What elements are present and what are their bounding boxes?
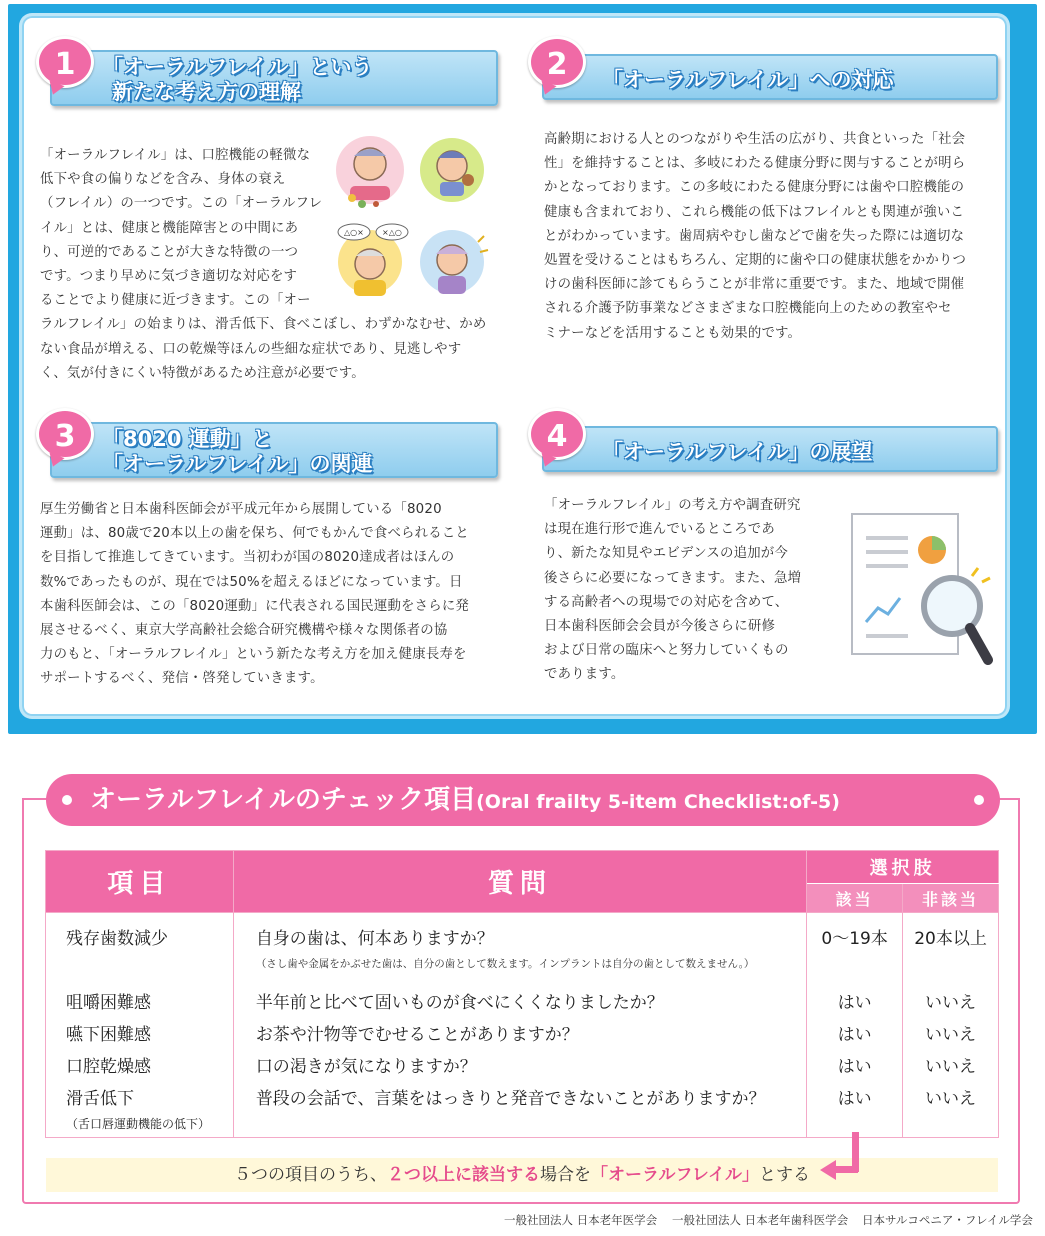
not-applies-column (903, 913, 999, 1138)
section-3-number: 3 (36, 408, 94, 460)
section-3 (36, 410, 506, 710)
applies-value: はい (837, 1025, 872, 1045)
summary-highlight-2: 「オーラルフレイル」 (591, 1165, 759, 1185)
section-4-title-line1: 「オーラルフレイル」の展望 (602, 440, 873, 464)
top-panel (22, 16, 1007, 716)
bullet-dot-icon (974, 795, 984, 805)
section-1-line: く、気が付きにくい特徴があるため注意が必要です。 (40, 365, 365, 381)
header-question: 質問 (233, 851, 806, 913)
question-text: 普段の会話で、言葉をはっきりと発音できないことがありますか？ (255, 1089, 766, 1109)
speech-bubble-1: △○× (344, 228, 364, 237)
section-1-line: です。つまり早めに気づき適切な対応をす (40, 269, 298, 285)
elderly-faces-icon (332, 134, 492, 314)
checklist-title (90, 774, 840, 826)
section-2-title-line1: 「オーラルフレイル」への対応 (602, 68, 894, 92)
section-1-header (36, 38, 498, 104)
header-item: 項目 (46, 851, 234, 913)
section-4-line: であります。 (544, 667, 625, 683)
question-note: （さし歯や金属をかぶせた歯は、自分の歯として数えます。インプラントは自分の歯として数えません。） (255, 958, 755, 970)
section-4-line: 後さらに必要になってきます。また、急増 (544, 570, 802, 586)
section-4-line: は現在進行形で進んでいるところであ (544, 522, 775, 538)
section-1-line: り、可逆的であることが大きな特徴の一つ (40, 244, 299, 260)
question-text: 半年前と比べて固いものが食べにくくなりましたか？ (255, 993, 664, 1013)
section-4-body (544, 494, 834, 688)
bullet-dot-icon (62, 795, 72, 805)
section-2-line: 性」を維持することは、多岐にわたる健康分野に関与することが明ら (544, 156, 966, 172)
spacer (66, 955, 233, 987)
spacer (903, 955, 998, 987)
checklist-table (45, 850, 999, 1138)
footer-org-2: 一般社団法人 日本老年歯科医学会 (672, 1213, 849, 1227)
elderly-illustrations (332, 134, 492, 314)
section-1-line: ない食品が増える、口の乾燥等ほんの些細な症状であり、見逃しやす (40, 341, 462, 357)
question-text: 口の渇きが気になりますか？ (255, 1057, 477, 1077)
section-3-line: 厚生労働省と日本歯科医師会が平成元年から展開している「8020 (40, 502, 442, 517)
section-2-line: 高齢期における人とのつながりや生活の広がり、共食といった「社会 (544, 132, 966, 147)
footer-org-1: 一般社団法人 日本老年医学会 (504, 1213, 658, 1227)
summary-mid: 場合を (540, 1165, 592, 1185)
section-4-line: り、新たな知見やエビデンスの追加が今 (544, 546, 788, 562)
section-2-header (528, 38, 992, 94)
section-2-line: 処置を受けることはもちろん、定期的に歯や口の健康状態をかかりつ (544, 253, 967, 269)
section-1-title-line1: 「オーラルフレイル」という (102, 55, 373, 79)
footer-org-3: 日本サルコペニア・フレイル学会 (862, 1213, 1033, 1227)
section-3-line: を目指して推進してきています。当初わが国の8020達成者はほんの (40, 550, 455, 566)
applies-value: はい (837, 1057, 872, 1077)
section-1-title-line2: 新たな考え方の理解 (112, 80, 301, 104)
checklist-title-sub: (Oral frailty 5-item Checklist:of-5) (476, 791, 840, 813)
section-4-line: 日本歯科医師会会員が今後さらに研修 (544, 619, 776, 635)
section-1-line: （フレイル）の一つです。この「オーラルフレ (40, 196, 323, 212)
not-applies-value: いいえ (925, 1057, 977, 1077)
section-2-line: かとなっております。この多岐にわたる健康分野には歯や口腔機能の (544, 180, 965, 196)
spacer (256, 977, 806, 987)
question-column (233, 913, 806, 1138)
arrow-head-icon (820, 1160, 836, 1180)
item-label: 咀嚼困難感 (66, 993, 151, 1013)
applies-value: はい (837, 1089, 872, 1109)
section-3-title-line1: 「8020 運動」と (102, 427, 273, 451)
applies-column (807, 913, 903, 1138)
section-3-line: 展させるべく、東京大学高齢社会総合研究機構や様々な関係者の協 (40, 623, 448, 639)
document-magnifier-illustration (848, 510, 998, 680)
not-applies-value: いいえ (925, 1089, 977, 1109)
table-header-row (46, 851, 999, 884)
checklist-title-main: オーラルフレイルのチェック項目 (90, 785, 477, 815)
item-label: 嚥下困難感 (66, 1025, 151, 1045)
section-3-line: 数%であったものが、現在では50%を超えるほどになっています。日 (40, 574, 463, 590)
item-label: 滑舌低下 (66, 1089, 134, 1109)
speech-bubble-2: ×△○ (382, 228, 402, 237)
table-row (46, 913, 999, 1138)
section-2-line: ミナーなどを活用することも効果的です。 (544, 325, 802, 341)
question-text: お茶や汁物等でむせることがありますか？ (255, 1025, 579, 1045)
section-3-line: 運動」は、80歳で20本以上の歯を保ち、何でもかんで食べられること (40, 526, 470, 542)
header-not-applies: 非該当 (903, 884, 999, 913)
question-text: 自身の歯は、何本ありますか？ (255, 929, 494, 949)
arrow-icon (836, 1166, 858, 1173)
section-1-line: ラルフレイル」の始まりは、滑舌低下、食べこぼし、わずかなむせ、かめ (40, 317, 487, 333)
summary-pre: ５つの項目のうち、 (234, 1165, 388, 1185)
section-1-number: 1 (36, 36, 94, 88)
applies-value: はい (837, 993, 872, 1013)
document-magnifier-icon (848, 510, 998, 680)
section-2-line: けの歯科医師に診てもらうことが非常に重要です。また、地域で開催 (544, 277, 965, 293)
section-3-line: 本歯科医師会は、この「8020運動」に代表される国民運動をさらに発 (40, 598, 470, 614)
section-3-line: 力のもと、「オーラルフレイル」という新たな考え方を加え健康長寿を (40, 647, 467, 663)
section-2-line: される介護予防事業などさまざまな口腔機能向上のための教室やセ (544, 301, 952, 317)
item-label: 口腔乾燥感 (66, 1057, 151, 1077)
section-2-body (544, 128, 1004, 346)
section-1-line: イル」とは、健康と機能障害との中間にあ (40, 220, 299, 236)
header-applies: 該当 (807, 884, 903, 913)
section-1-line: ることでより健康に近づきます。この「オー (40, 293, 311, 309)
section-4-line: 「オーラルフレイル」の考え方や調査研究 (544, 498, 801, 513)
section-2-line: とがわかっています。歯周病やむし歯などで歯を失った際には適切な (544, 228, 965, 244)
summary-post: とする (758, 1165, 810, 1185)
item-column (46, 913, 234, 1138)
summary-highlight-1: ２つ以上に該当する (387, 1165, 541, 1185)
section-4-line: する高齢者への現場での対応を含めて、 (544, 594, 789, 610)
section-1-line: 「オーラルフレイル」は、口腔機能の軽微な (40, 148, 311, 163)
not-applies-value: 20本以上 (914, 929, 987, 949)
section-3-title-line2: 「オーラルフレイル」の関連 (102, 452, 373, 476)
item-label: 残存歯数減少 (66, 929, 168, 949)
section-3-header (36, 410, 498, 476)
section-4-line: および日常の臨床へと努力していくもの (544, 643, 789, 659)
applies-value: 0〜19本 (821, 929, 888, 949)
item-note: （舌口唇運動機能の低下） (66, 1117, 211, 1131)
section-2-number: 2 (528, 36, 586, 88)
section-4-header (528, 410, 992, 466)
not-applies-value: いいえ (925, 1025, 977, 1045)
section-3-body (40, 498, 512, 692)
section-4 (528, 410, 998, 710)
section-3-line: サポートするべく、発信・啓発していきます。 (40, 671, 324, 687)
section-2 (528, 38, 998, 378)
section-1-line: 低下や食の偏りなどを含み、身体の衰え (40, 172, 286, 188)
section-2-line: 健康も含まれており、これら機能の低下はフレイルとも関連が強いこ (544, 204, 965, 220)
spacer (807, 955, 902, 987)
section-4-number: 4 (528, 408, 586, 460)
header-choices: 選択肢 (807, 851, 999, 884)
not-applies-value: いいえ (925, 993, 977, 1013)
